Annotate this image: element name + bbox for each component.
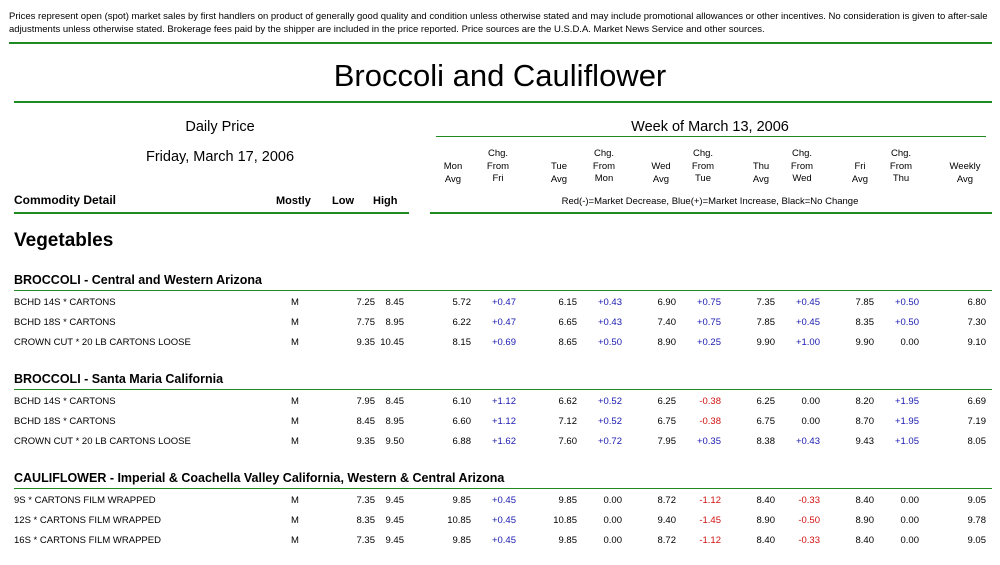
col-header-mostly: Mostly [276, 195, 311, 207]
week-col-header-line: Avg [444, 173, 462, 185]
cell-chg-tue: -1.12 [699, 535, 721, 546]
cell-mostly: M [291, 317, 299, 328]
cell-wed: 9.40 [657, 515, 676, 526]
cell-chg-tue: -1.45 [699, 515, 721, 526]
cell-thu: 7.35 [756, 297, 775, 308]
cell-chg-mon: +0.43 [597, 297, 622, 308]
cell-fri: 8.40 [855, 495, 874, 506]
cell-chg-fri: +0.47 [491, 297, 516, 308]
table-row [0, 297, 1000, 317]
cell-chg-thu: +0.50 [894, 317, 919, 328]
cell-chg-wed: -0.50 [798, 515, 820, 526]
report-date: Friday, March 17, 2006 [145, 149, 295, 165]
cell-wed: 8.72 [657, 535, 676, 546]
cell-fri: 7.85 [855, 297, 874, 308]
cell-high: 9.45 [385, 495, 404, 506]
cell-fri: 8.20 [855, 396, 874, 407]
group-divider [14, 488, 992, 489]
cell-chg-wed: -0.33 [798, 495, 820, 506]
cell-chg-thu: +1.05 [894, 436, 919, 447]
cell-fri: 8.40 [855, 535, 874, 546]
right-header-divider [430, 212, 992, 214]
cell-wed: 6.75 [657, 416, 676, 427]
cell-chg-tue: -0.38 [699, 396, 721, 407]
cell-chg-fri: +1.12 [491, 396, 516, 407]
cell-mon: 8.15 [452, 337, 471, 348]
cell-weekly: 9.10 [967, 337, 986, 348]
cell-high: 8.95 [385, 317, 404, 328]
cell-wed: 8.72 [657, 495, 676, 506]
cell-chg-mon: 0.00 [603, 495, 622, 506]
cell-chg-thu: +0.50 [894, 297, 919, 308]
col-header-commodity: Commodity Detail [14, 193, 117, 207]
cell-chg-thu: +1.95 [894, 396, 919, 407]
cell-chg-tue: +0.75 [696, 297, 721, 308]
cell-chg-fri: +0.69 [491, 337, 516, 348]
cell-mostly: M [291, 515, 299, 526]
week-col-header-line: Thu [892, 173, 910, 184]
cell-chg-fri: +0.45 [491, 495, 516, 506]
cell-low: 7.35 [356, 535, 375, 546]
cell-chg-mon: +0.52 [597, 396, 622, 407]
cell-mostly: M [291, 416, 299, 427]
commodity-item: 9S * CARTONS FILM WRAPPED [14, 495, 156, 506]
cell-fri: 9.90 [855, 337, 874, 348]
week-col-header-line: From [592, 160, 616, 172]
week-col-header-line: Avg [652, 173, 670, 185]
week-col-header-line: Avg [851, 173, 869, 185]
week-col-header-line: From [790, 160, 814, 172]
week-col-header-line: From [889, 160, 913, 172]
cell-chg-fri: +1.12 [491, 416, 516, 427]
cell-chg-thu: 0.00 [900, 515, 919, 526]
cell-thu: 7.85 [756, 317, 775, 328]
cell-mon: 9.85 [452, 535, 471, 546]
week-col-header-line: Chg. [487, 148, 509, 159]
cell-chg-tue: +0.35 [696, 436, 721, 447]
cell-mostly: M [291, 396, 299, 407]
cell-chg-thu: 0.00 [900, 495, 919, 506]
week-col-header-line: Tue [550, 161, 568, 172]
cell-mon: 6.88 [452, 436, 471, 447]
week-col-header-line: Wed [651, 161, 671, 172]
table-row [0, 436, 1000, 456]
cell-tue: 7.12 [558, 416, 577, 427]
cell-low: 7.75 [356, 317, 375, 328]
commodity-item: CROWN CUT * 20 LB CARTONS LOOSE [14, 337, 191, 348]
commodity-item: BCHD 14S * CARTONS [14, 396, 116, 407]
cell-mon: 6.10 [452, 396, 471, 407]
cell-chg-thu: 0.00 [900, 535, 919, 546]
group-title: BROCCOLI - Santa Maria California [14, 372, 224, 386]
cell-thu: 8.90 [756, 515, 775, 526]
cell-high: 8.45 [385, 297, 404, 308]
week-col-header [574, 148, 634, 186]
cell-chg-wed: 0.00 [801, 396, 820, 407]
group-divider [14, 290, 992, 291]
top-divider [9, 42, 992, 44]
cell-mon: 6.22 [452, 317, 471, 328]
week-col-header-line: Fri [854, 161, 866, 172]
cell-chg-mon: 0.00 [603, 535, 622, 546]
color-legend: Red(-)=Market Decrease, Blue(+)=Market Increase, Black=No Change [561, 196, 859, 207]
cell-chg-tue: +0.25 [696, 337, 721, 348]
week-col-header-line: Avg [752, 173, 770, 185]
cell-mon: 10.85 [447, 515, 471, 526]
cell-mostly: M [291, 337, 299, 348]
cell-chg-fri: +1.62 [491, 436, 516, 447]
cell-wed: 6.90 [657, 297, 676, 308]
cell-weekly: 6.69 [967, 396, 986, 407]
table-row [0, 337, 1000, 357]
week-col-header-line: Weekly [949, 161, 981, 172]
col-header-low: Low [332, 195, 354, 207]
cell-thu: 6.25 [756, 396, 775, 407]
table-row [0, 396, 1000, 416]
week-col-header-line: Chg. [890, 148, 912, 159]
cell-high: 9.45 [385, 515, 404, 526]
cell-low: 8.35 [356, 515, 375, 526]
cell-mon: 6.60 [452, 416, 471, 427]
week-col-header-line: Thu [752, 161, 770, 172]
cell-low: 7.95 [356, 396, 375, 407]
cell-fri: 8.70 [855, 416, 874, 427]
title-divider [14, 101, 992, 103]
cell-tue: 7.60 [558, 436, 577, 447]
cell-wed: 7.95 [657, 436, 676, 447]
cell-low: 8.45 [356, 416, 375, 427]
cell-chg-wed: +0.43 [795, 436, 820, 447]
cell-mon: 5.72 [452, 297, 471, 308]
cell-mostly: M [291, 297, 299, 308]
week-col-header-line: Chg. [593, 148, 615, 159]
group-title: CAULIFLOWER - Imperial & Coachella Valley California, Western & Central Arizona [14, 471, 505, 485]
cell-chg-wed: -0.33 [798, 535, 820, 546]
cell-mostly: M [291, 436, 299, 447]
week-col-header-line: Mon [594, 173, 614, 184]
cell-chg-thu: 0.00 [900, 337, 919, 348]
cell-fri: 8.90 [855, 515, 874, 526]
cell-chg-wed: +0.45 [795, 297, 820, 308]
week-col-header-line: Avg [550, 173, 568, 185]
cell-weekly: 8.05 [967, 436, 986, 447]
week-label: Week of March 13, 2006 [631, 119, 789, 135]
table-row [0, 535, 1000, 555]
commodity-item: 16S * CARTONS FILM WRAPPED [14, 535, 161, 546]
cell-chg-fri: +0.45 [491, 535, 516, 546]
cell-high: 8.45 [385, 396, 404, 407]
table-row [0, 495, 1000, 515]
cell-low: 9.35 [356, 337, 375, 348]
week-divider [436, 136, 986, 137]
group-title: BROCCOLI - Central and Western Arizona [14, 273, 262, 287]
table-row [0, 416, 1000, 436]
cell-high: 8.95 [385, 416, 404, 427]
table-row [0, 317, 1000, 337]
week-col-header-line: Wed [792, 173, 812, 184]
cell-chg-thu: +1.95 [894, 416, 919, 427]
group-divider [14, 389, 992, 390]
week-col-header-line: Chg. [791, 148, 813, 159]
disclaimer-text: Prices represent open (spot) market sales by first handlers on product of generally good quality and condition unless otherwise stated and may include promotional allowances or other incentives. No consideration is given to after-sale adjustments unless otherwise stated. Brokerage fees paid by the shipper are included in the price reported. Price sources are the U.S.D.A. Market News Service and other sources. [9, 11, 988, 35]
cell-tue: 9.85 [558, 535, 577, 546]
cell-thu: 9.90 [756, 337, 775, 348]
week-col-header [935, 161, 995, 186]
cell-low: 9.35 [356, 436, 375, 447]
cell-tue: 6.62 [558, 396, 577, 407]
cell-chg-wed: 0.00 [801, 416, 820, 427]
cell-weekly: 9.05 [967, 535, 986, 546]
week-col-header-line: Tue [694, 173, 712, 184]
left-header-divider [14, 212, 409, 214]
cell-chg-wed: +0.45 [795, 317, 820, 328]
cell-tue: 10.85 [553, 515, 577, 526]
cell-fri: 8.35 [855, 317, 874, 328]
cell-weekly: 7.19 [967, 416, 986, 427]
week-col-header-line: Fri [492, 173, 504, 184]
week-col-header-line: From [691, 160, 715, 172]
week-col-header [468, 148, 528, 186]
week-col-header-line: Avg [956, 173, 974, 185]
table-row [0, 515, 1000, 535]
cell-wed: 6.25 [657, 396, 676, 407]
commodity-item: CROWN CUT * 20 LB CARTONS LOOSE [14, 436, 191, 447]
week-col-header [772, 148, 832, 186]
week-col-header-line: From [486, 160, 510, 172]
cell-high: 9.45 [385, 535, 404, 546]
page-title: Broccoli and Cauliflower [333, 58, 667, 93]
cell-tue: 9.85 [558, 495, 577, 506]
section-title: Vegetables [14, 230, 114, 251]
commodity-item: BCHD 14S * CARTONS [14, 297, 116, 308]
col-header-high: High [373, 195, 398, 207]
cell-weekly: 6.80 [967, 297, 986, 308]
cell-thu: 8.38 [756, 436, 775, 447]
cell-chg-mon: 0.00 [603, 515, 622, 526]
cell-mostly: M [291, 495, 299, 506]
cell-chg-tue: +0.75 [696, 317, 721, 328]
cell-fri: 9.43 [855, 436, 874, 447]
cell-mon: 9.85 [452, 495, 471, 506]
cell-weekly: 9.78 [967, 515, 986, 526]
daily-price-label: Daily Price [185, 119, 255, 135]
commodity-item: BCHD 18S * CARTONS [14, 416, 116, 427]
commodity-item: 12S * CARTONS FILM WRAPPED [14, 515, 161, 526]
cell-chg-mon: +0.50 [597, 337, 622, 348]
cell-high: 10.45 [380, 337, 404, 348]
cell-chg-tue: -0.38 [699, 416, 721, 427]
cell-wed: 7.40 [657, 317, 676, 328]
week-col-header-line: Mon [443, 161, 463, 172]
week-col-header [673, 148, 733, 186]
cell-chg-fri: +0.47 [491, 317, 516, 328]
cell-thu: 6.75 [756, 416, 775, 427]
week-col-header-line: Chg. [692, 148, 714, 159]
week-col-header [871, 148, 931, 186]
cell-mostly: M [291, 535, 299, 546]
cell-chg-tue: -1.12 [699, 495, 721, 506]
cell-tue: 6.65 [558, 317, 577, 328]
cell-chg-fri: +0.45 [491, 515, 516, 526]
cell-wed: 8.90 [657, 337, 676, 348]
cell-tue: 8.65 [558, 337, 577, 348]
cell-chg-mon: +0.43 [597, 317, 622, 328]
cell-weekly: 9.05 [967, 495, 986, 506]
cell-weekly: 7.30 [967, 317, 986, 328]
cell-low: 7.35 [356, 495, 375, 506]
cell-chg-mon: +0.52 [597, 416, 622, 427]
cell-thu: 8.40 [756, 495, 775, 506]
cell-chg-mon: +0.72 [597, 436, 622, 447]
cell-chg-wed: +1.00 [795, 337, 820, 348]
commodity-item: BCHD 18S * CARTONS [14, 317, 116, 328]
cell-thu: 8.40 [756, 535, 775, 546]
cell-high: 9.50 [385, 436, 404, 447]
cell-tue: 6.15 [558, 297, 577, 308]
cell-low: 7.25 [356, 297, 375, 308]
